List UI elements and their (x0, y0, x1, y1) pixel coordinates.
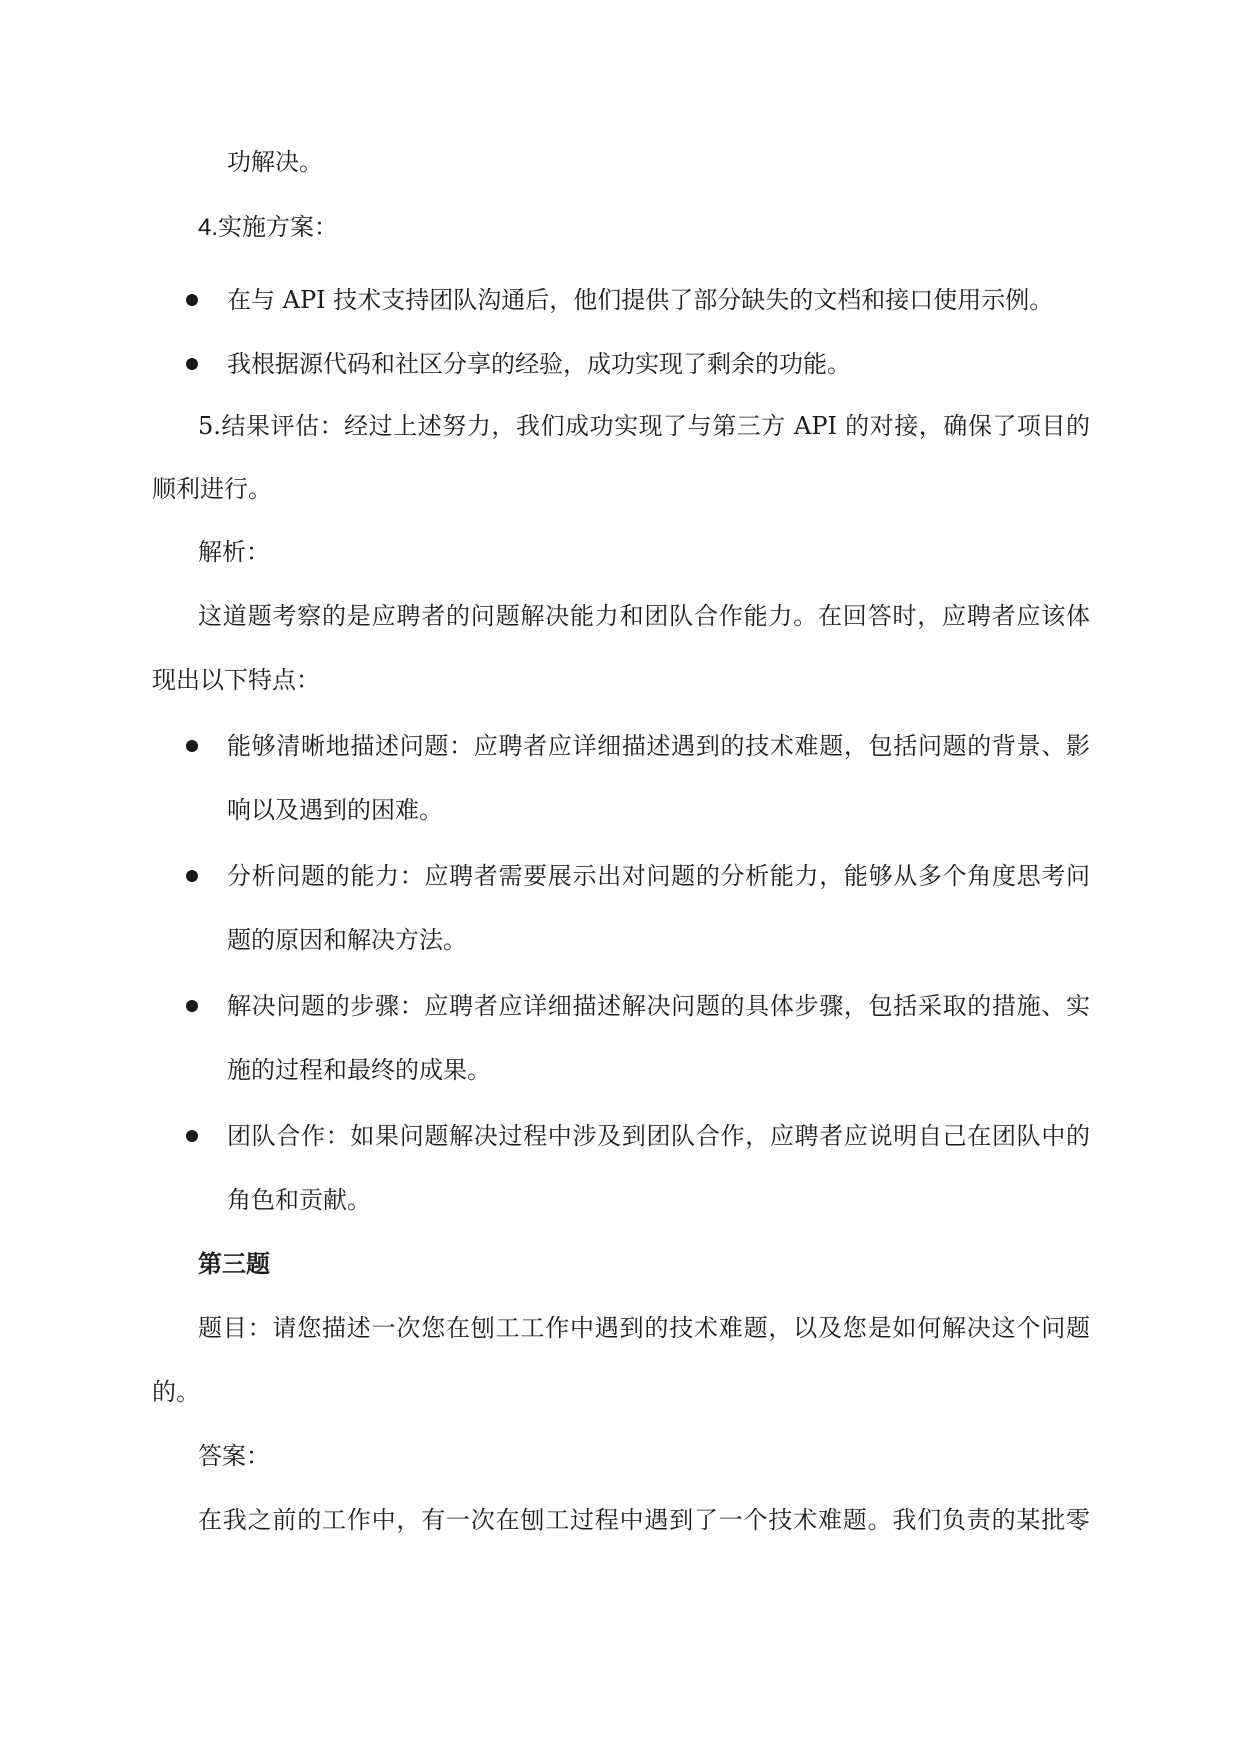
step4-bullet-2: 我根据源代码和社区分享的经验，成功实现了剩余的功能。 (227, 350, 851, 378)
analysis-intro-line-2: 现出以下特点： (152, 666, 320, 694)
question-line-1: 题目：请您描述一次您在刨工工作中遇到的技术难题，以及您是如何解决这个问题 (198, 1314, 1090, 1342)
analysis-intro-line-1: 这道题考察的是应聘者的问题解决能力和团队合作能力。在回答时，应聘者应该体 (198, 602, 1090, 630)
analysis-point-2-line-1: 分析问题的能力：应聘者需要展示出对问题的分析能力，能够从多个角度思考问 (227, 862, 1090, 890)
answer-label: 答案： (198, 1442, 270, 1470)
answer-line-1: 在我之前的工作中，有一次在刨工过程中遇到了一个技术难题。我们负责的某批零 (198, 1506, 1090, 1534)
step4-bullet-1: 在与 API 技术支持团队沟通后，他们提供了部分缺失的文档和接口使用示例。 (227, 286, 1054, 314)
bullet-icon (186, 870, 198, 882)
continuation-line: 功解决。 (227, 148, 323, 176)
bullet-icon (186, 1000, 198, 1012)
step4-label: 4.实施方案： (198, 214, 339, 241)
analysis-point-3-line-2: 施的过程和最终的成果。 (227, 1056, 491, 1084)
analysis-point-2-line-2: 题的原因和解决方法。 (227, 926, 467, 954)
analysis-point-4-line-1: 团队合作：如果问题解决过程中涉及到团队合作，应聘者应说明自己在团队中的 (227, 1122, 1090, 1150)
analysis-point-4-line-2: 角色和贡献。 (227, 1186, 371, 1214)
analysis-label: 解析： (198, 538, 270, 566)
analysis-point-1-line-2: 响以及遇到的困难。 (227, 796, 443, 824)
bullet-icon (186, 358, 198, 370)
analysis-point-3-line-1: 解决问题的步骤：应聘者应详细描述解决问题的具体步骤，包括采取的措施、实 (227, 992, 1090, 1020)
bullet-icon (186, 294, 198, 306)
analysis-point-1-line-1: 能够清晰地描述问题：应聘者应详细描述遇到的技术难题，包括问题的背景、影 (227, 732, 1090, 760)
section-heading: 第三题 (198, 1250, 270, 1278)
bullet-icon (186, 740, 198, 752)
step5-line-2: 顺利进行。 (152, 475, 272, 503)
question-line-2: 的。 (152, 1378, 200, 1406)
bullet-icon (186, 1130, 198, 1142)
step5-line-1: 5.结果评估：经过上述努力，我们成功实现了与第三方 API 的对接，确保了项目的 (198, 412, 1090, 440)
